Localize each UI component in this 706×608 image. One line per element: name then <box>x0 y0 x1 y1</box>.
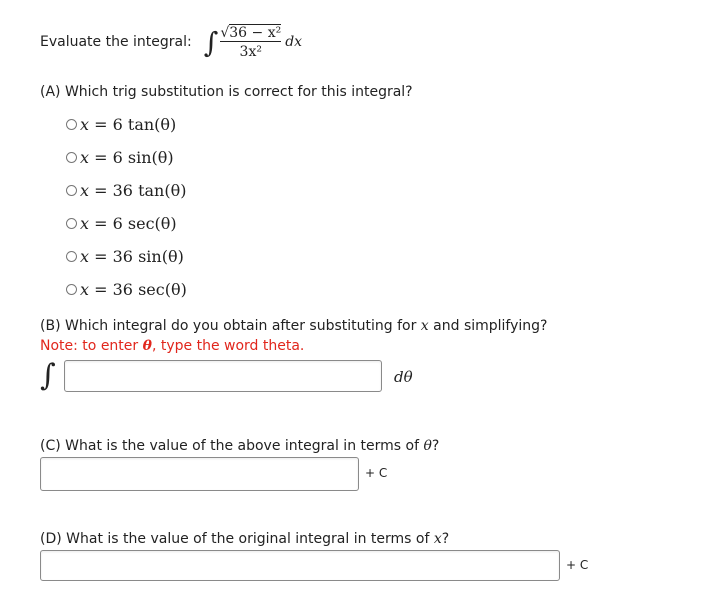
part-c-plus-c: + C <box>365 466 388 480</box>
option-1[interactable] <box>66 111 176 137</box>
option-2[interactable] <box>66 144 174 170</box>
part-c-question-prefix: (C) What is the value of the above integral in terms of <box>40 438 420 454</box>
part-c-question <box>40 438 439 454</box>
sqrt-sign: √ <box>220 24 230 41</box>
part-d-question-prefix: (D) What is the value of the original integral in terms of <box>40 531 430 547</box>
integral-sign: ∫ <box>203 25 219 59</box>
option-variable: x <box>80 147 90 167</box>
integrand-numerator <box>220 25 281 41</box>
part-d-answer-box[interactable] <box>40 550 560 581</box>
problem-header <box>40 14 302 70</box>
radio-button[interactable] <box>66 251 77 262</box>
option-variable: x <box>80 213 90 233</box>
radio-button[interactable] <box>66 185 77 196</box>
part-d-question-var: x <box>433 531 442 547</box>
integrand-fraction <box>220 25 281 60</box>
option-4[interactable] <box>66 210 177 236</box>
part-d-question <box>40 531 449 547</box>
note-prefix: Note: to enter <box>40 338 139 354</box>
part-d-question-suffix: ? <box>441 531 450 547</box>
part-b-question <box>40 318 547 334</box>
part-b-question-var: x <box>420 318 429 334</box>
option-label: = 6 tan(θ) <box>94 114 177 134</box>
part-b-note <box>40 338 304 354</box>
part-d-plus-c: + C <box>566 558 589 572</box>
option-6[interactable] <box>66 276 187 302</box>
option-label: = 6 sin(θ) <box>94 147 174 167</box>
option-variable: x <box>80 279 90 299</box>
option-variable: x <box>80 246 90 266</box>
part-d-answer-input[interactable] <box>41 551 559 580</box>
radio-button[interactable] <box>66 284 77 295</box>
note-suffix: , type the word theta. <box>151 338 305 354</box>
radio-button[interactable] <box>66 218 77 229</box>
radio-button[interactable] <box>66 119 77 130</box>
differential-dx: dx <box>285 34 303 50</box>
option-variable: x <box>80 114 90 134</box>
part-b-differential: dθ <box>394 368 413 386</box>
part-c-question-suffix: ? <box>431 438 440 454</box>
part-b-integral-sign: ∫ <box>40 358 56 393</box>
option-label: = 6 sec(θ) <box>94 213 177 233</box>
note-symbol: θ <box>142 338 152 354</box>
numerator-expression: 36 − x² <box>229 24 282 41</box>
option-3[interactable] <box>66 177 186 203</box>
part-c-answer-input[interactable] <box>41 458 358 490</box>
option-label: = 36 tan(θ) <box>94 180 187 200</box>
part-c-question-var: θ <box>423 438 432 454</box>
part-b-question-prefix: (B) Which integral do you obtain after substituting for <box>40 318 417 334</box>
part-a-question: (A) Which trig substitution is correct for this integral? <box>40 84 413 100</box>
option-label: = 36 sec(θ) <box>94 279 187 299</box>
radio-button[interactable] <box>66 152 77 163</box>
part-b-answer-input[interactable] <box>65 361 381 391</box>
problem-prompt: Evaluate the integral: <box>40 34 192 50</box>
part-b-question-suffix: and simplifying? <box>433 318 548 334</box>
part-b-answer-box[interactable] <box>64 360 382 392</box>
option-label: = 36 sin(θ) <box>94 246 184 266</box>
part-c-answer-box[interactable] <box>40 457 359 491</box>
integrand-denominator: 3x² <box>220 41 281 60</box>
option-variable: x <box>80 180 90 200</box>
option-5[interactable] <box>66 243 184 269</box>
